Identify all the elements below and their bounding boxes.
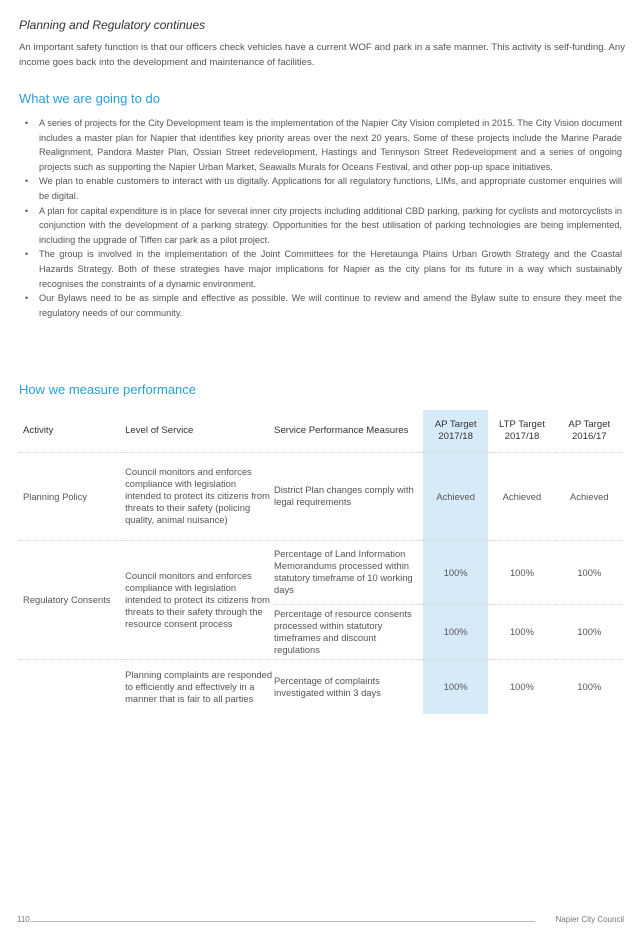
bullet-icon: • (25, 118, 29, 128)
table-header-row (19, 410, 623, 452)
bullet-icon: • (25, 205, 29, 216)
cell-activity (19, 659, 125, 714)
cell-ltp-target: 100% (488, 659, 555, 714)
header-ap-target-2017-18: AP Target 2017/18 (423, 410, 488, 452)
list-item: • Our Bylaws need to be as simple and effective as possible. We will continue to review and amend the Bylaw suite to ensure they meet the regulatory needs of our community. (25, 293, 622, 318)
cell-ltp-target: 100% (488, 604, 555, 659)
cell-level-of-service: Planning complaints are responded to efficiently and effectively in a manner that is fair to all parties (125, 659, 274, 714)
cell-activity: Regulatory Consents (19, 540, 125, 659)
cell-performance-measure: Percentage of complaints investigated within 3 days (274, 659, 423, 714)
section-title-measure: How we measure performance (19, 382, 197, 397)
section-title-going-to-do: What we are going to do (19, 91, 160, 106)
bullet-icon: • (25, 293, 29, 304)
continued-heading: Planning and Regulatory continues (19, 18, 206, 32)
table-row (19, 659, 623, 714)
list-item: • We plan to enable customers to interact with us digitally. Applications for all regulatory functions, LIMs, and appropriate customer enquiries will be digital. (25, 176, 622, 201)
table-row (19, 540, 623, 604)
cell-performance-measure: Percentage of Land Information Memorandums processed within statutory timeframe of 10 working days (274, 540, 423, 604)
cell-performance-measure: Percentage of resource consents processed within statutory timeframes and discount regulations (274, 604, 423, 659)
cell-ap-prev-target: Achieved (556, 452, 623, 540)
cell-ap-prev-target: 100% (556, 540, 623, 604)
bullet-icon: • (25, 249, 29, 260)
header-activity: Activity (23, 424, 54, 436)
cell-level-of-service: Council monitors and enforces compliance with legislation intended to protect its citizens from threats to their safety through the resource consent process (125, 540, 274, 659)
cell-ltp-target: Achieved (488, 452, 555, 540)
cell-performance-measure: District Plan changes comply with legal requirements (274, 452, 423, 540)
performance-table (19, 410, 623, 714)
footer-divider (30, 921, 535, 922)
cell-ap-target: 100% (423, 604, 488, 659)
header-level-of-service: Level of Service (125, 424, 194, 436)
cell-ap-prev-target: 100% (556, 604, 623, 659)
intro-paragraph: An important safety function is that our officers check vehicles have a current WOF and park in a safe manner. This activity is self-funding. Any income goes back into the development and maintenance of facilities. (19, 42, 625, 68)
cell-ap-target: 100% (423, 540, 488, 604)
list-item: • A series of projects for the City Development team is the implementation of the Napier City Vision completed in 2015. The City Vision document includes a master plan for Napier that identifies key priority areas over the next 20 years. Some of these projects include the Marine Parade Realignment, Pandora Master Plan, Ossian Street redevelopment, Hastings and Tennyson Street Redevelopment and a series of ongoing projects such as supporting the Napier Urban Market, Seawalls Murals for Oceans Festival, and other pop-up space initiatives. (25, 118, 622, 172)
cell-activity: Planning Policy (19, 452, 125, 540)
cell-ap-target: Achieved (423, 452, 488, 540)
cell-level-of-service: Council monitors and enforces compliance with legislation intended to protect its citizens from threats to their safety (policing quality, animal nuisance) (125, 452, 274, 540)
footer-organisation: Napier City Council (555, 915, 624, 924)
header-ltp-target-2017-18: LTP Target 2017/18 (499, 418, 545, 442)
page-number: 110 (17, 915, 30, 924)
bullet-icon: • (25, 176, 29, 187)
list-item: • A plan for capital expenditure is in place for several inner city projects including additional CBD parking, parking for cyclists and motorcyclists in conjunction with the development of a parking strategy. Opportunities for the best utilisation of parking technologies are being implemented, including the upgrade of Tiffen car park as a pilot project. (25, 205, 622, 245)
cell-ap-target: 100% (423, 659, 488, 714)
cell-ltp-target: 100% (488, 540, 555, 604)
cell-ap-prev-target: 100% (556, 659, 623, 714)
table-row (19, 452, 623, 540)
header-service-performance-measures: Service Performance Measures (274, 424, 409, 436)
bullet-list (22, 116, 622, 320)
header-ap-target-2016-17: AP Target 2016/17 (568, 418, 611, 442)
list-item: • The group is involved in the implementation of the Joint Committees for the Heretaunga Plains Urban Growth Strategy and the Coastal Hazards Strategy. Both of these strategies have major implications for Napier as the city plans for its future in a way which sustainably recognises the constraints of a dynamic environment. (25, 249, 622, 289)
